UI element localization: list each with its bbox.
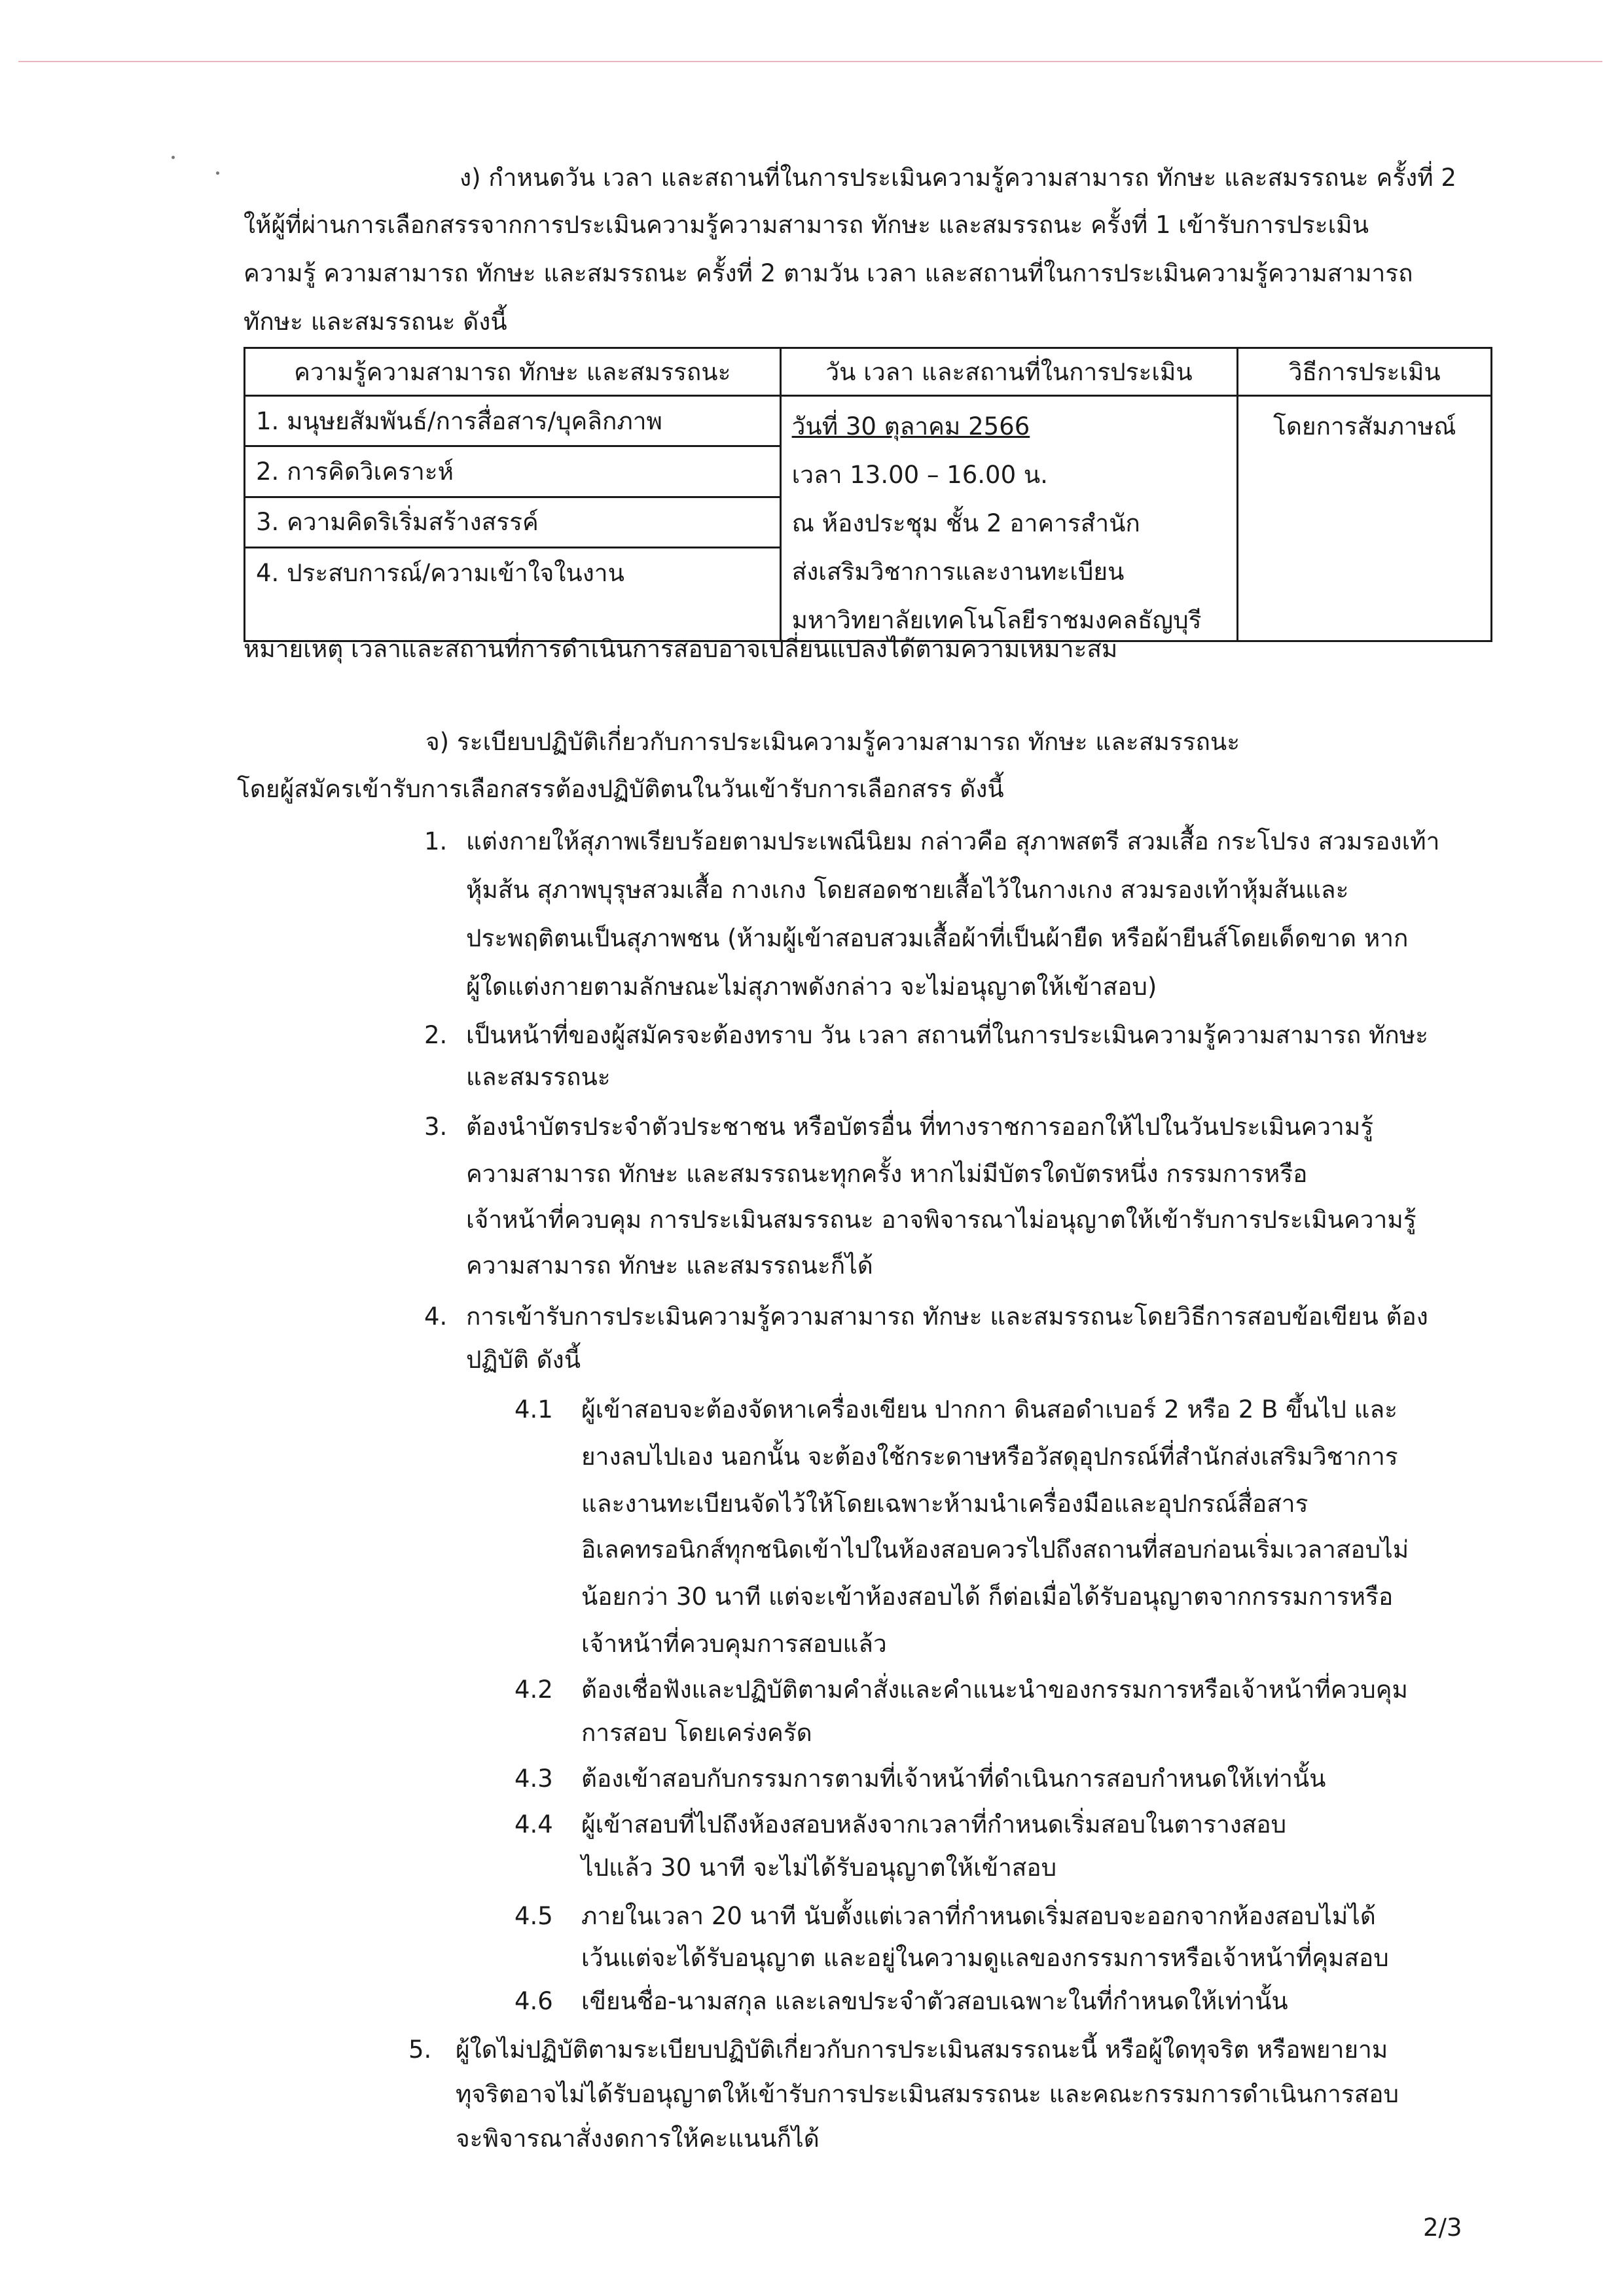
schedule-university: มหาวิทยาลัยเทคโนโลยีราชมงคลธัญบุรี [791,606,1202,634]
rule-3-line: เจ้าหน้าที่ควบคุม การประเมินสมรรถนะ อาจพิจารณาไม่อนุญาตให้เข้ารับการประเมินความรู้ [466,1206,1416,1234]
schedule-office: ส่งเสริมวิชาการและงานทะเบียน [791,558,1125,586]
rule-number: 4.3 [514,1765,553,1793]
rule-number: 4. [424,1302,448,1331]
competency-cell: 3. ความคิดริเริ่มสร้างสรรค์ [245,497,781,547]
section-d-line-1: ง) กำหนดวัน เวลา และสถานที่ในการประเมินความรู้ความสามารถ ทักษะ และสมรรถนะ ครั้งที่ 2 [460,164,1456,192]
rule-4-1-line: ยางลบไปเอง นอกนั้น จะต้องใช้กระดาษหรือวัสดุอุปกรณ์ที่สำนักส่งเสริมวิชาการ [581,1443,1398,1471]
rule-2-line: และสมรรถนะ [466,1063,611,1091]
rule-4-1-line: เจ้าหน้าที่ควบคุมการสอบแล้ว [581,1630,887,1658]
schedule-date: วันที่ 30 ตุลาคม 2566 [791,412,1030,440]
rule-4-1-line: และงานทะเบียนจัดไว้ให้โดยเฉพาะห้ามนำเครื่องมือและอุปกรณ์สื่อสาร [581,1490,1308,1518]
rule-1-line: แต่งกายให้สุภาพเรียบร้อยตามประเพณีนิยม กล่าวคือ สุภาพสตรี สวมเสื้อ กระโปรง สวมรองเท้า [466,827,1440,855]
rule-number: 4.4 [514,1810,553,1839]
note: หมายเหตุ เวลาและสถานที่การดำเนินการสอบอาจเปลี่ยนแปลงได้ตามความเหมาะสม [244,635,1118,663]
rule-1-line: ผู้ใดแต่งกายตามลักษณะไม่สุภาพดังกล่าว จะไม่อนุญาตให้เข้าสอบ) [466,973,1157,1001]
rule-4-3-line: ต้องเข้าสอบกับกรรมการตามที่เจ้าหน้าที่ดำเนินการสอบกำหนดให้เท่านั้น [581,1765,1326,1793]
scan-speck [171,156,175,159]
rule-4-1-line: อิเลคทรอนิกส์ทุกชนิดเข้าไปในห้องสอบควรไปถึงสถานที่สอบก่อนเริ่มเวลาสอบไม่ [581,1535,1409,1564]
section-d-line-2: ให้ผู้ที่ผ่านการเลือกสรรจากการประเมินความรู้ความสามารถ ทักษะ และสมรรถนะ ครั้งที่ 1 เข้ารับการประเมิน [244,211,1369,239]
table-header-schedule: วัน เวลา และสถานที่ในการประเมิน [780,348,1238,396]
rule-2-line: เป็นหน้าที่ของผู้สมัครจะต้องทราบ วัน เวลา สถานที่ในการประเมินความรู้ความสามารถ ทักษะ [466,1021,1429,1049]
schedule-cell [780,396,1238,641]
rule-5-line: ผู้ใดไม่ปฏิบัติตามระเบียบปฏิบัติเกี่ยวกับการประเมินสมรรถนะนี้ หรือผู้ใดทุจริต หรือพยายาม [456,2036,1388,2064]
header-rule [18,61,1602,62]
rule-number: 4.6 [514,1987,553,2015]
section-e-line-1: จ) ระเบียบปฏิบัติเกี่ยวกับการประเมินความรู้ความสามารถ ทักษะ และสมรรถนะ [425,728,1240,756]
rule-3-line: ความสามารถ ทักษะ และสมรรถนะก็ได้ [466,1251,873,1280]
competency-cell: 2. การคิดวิเคราะห์ [245,446,781,497]
rule-number: 5. [408,2036,432,2064]
rule-number: 1. [424,827,448,855]
rule-3-line: ความสามารถ ทักษะ และสมรรถนะทุกครั้ง หากไม่มีบัตรใดบัตรหนึ่ง กรรมการหรือ [466,1160,1308,1188]
rule-4-4-line: ผู้เข้าสอบที่ไปถึงห้องสอบหลังจากเวลาที่กำหนดเริ่มสอบในตารางสอบ [581,1810,1287,1839]
rule-4-2-line: ต้องเชื่อฟังและปฏิบัติตามคำสั่งและคำแนะนำของกรรมการหรือเจ้าหน้าที่ควบคุม [581,1676,1408,1704]
rule-number: 3. [424,1113,448,1141]
rule-number: 2. [424,1021,448,1049]
section-d-line-4: ทักษะ และสมรรถนะ ดังนี้ [244,308,507,336]
rule-number: 4.1 [514,1395,553,1424]
rule-4-line: การเข้ารับการประเมินความรู้ความสามารถ ทักษะ และสมรรถนะโดยวิธีการสอบข้อเขียน ต้อง [466,1302,1428,1331]
competency-cell: 1. มนุษยสัมพันธ์/การสื่อสาร/บุคลิกภาพ [245,396,781,446]
competency-cell: 4. ประสบการณ์/ความเข้าใจในงาน [245,547,781,641]
rule-4-1-line: ผู้เข้าสอบจะต้องจัดหาเครื่องเขียน ปากกา ดินสอดำเบอร์ 2 หรือ 2 B ขึ้นไป และ [581,1395,1398,1424]
schedule-place: ณ ห้องประชุม ชั้น 2 อาคารสำนัก [791,509,1140,537]
section-e-line-2: โดยผู้สมัครเข้ารับการเลือกสรรต้องปฏิบัติตนในวันเข้ารับการเลือกสรร ดังนี้ [237,775,1004,803]
rule-5-line: จะพิจารณาสั่งงดการให้คะแนนก็ได้ [456,2125,820,2153]
rule-3-line: ต้องนำบัตรประจำตัวประชาชน หรือบัตรอื่น ที่ทางราชการออกให้ไปในวันประเมินความรู้ [466,1113,1374,1141]
section-d-line-3: ความรู้ ความสามารถ ทักษะ และสมรรถนะ ครั้งที่ 2 ตามวัน เวลา และสถานที่ในการประเมินความรู้ความสามารถ [244,259,1413,287]
rule-4-1-line: น้อยกว่า 30 นาที แต่จะเข้าห้องสอบได้ ก็ต่อเมื่อได้รับอนุญาตจากกรรมการหรือ [581,1583,1394,1611]
page-number: 2/3 [1423,2214,1462,2242]
table-header-competency: ความรู้ความสามารถ ทักษะ และสมรรถนะ [245,348,781,396]
rule-number: 4.5 [514,1902,553,1930]
rule-4-5-line: เว้นแต่จะได้รับอนุญาต และอยู่ในความดูแลของกรรมการหรือเจ้าหน้าที่คุมสอบ [581,1944,1389,1972]
table-header-row [245,348,1492,396]
rule-4-2-line: การสอบ โดยเคร่งครัด [581,1719,812,1747]
rule-number: 4.2 [514,1676,553,1704]
method-cell: โดยการสัมภาษณ์ [1238,396,1492,641]
rule-4-5-line: ภายในเวลา 20 นาที นับตั้งแต่เวลาที่กำหนดเริ่มสอบจะออกจากห้องสอบไม่ได้ [581,1902,1376,1930]
scan-speck [216,171,219,175]
rule-1-line: ประพฤติตนเป็นสุภาพชน (ห้ามผู้เข้าสอบสวมเสื้อผ้าที่เป็นผ้ายืด หรือผ้ายีนส์โดยเด็ดขาด หาก [466,924,1409,952]
rule-1-line: หุ้มส้น สุภาพบุรุษสวมเสื้อ กางเกง โดยสอดชายเสื้อไว้ในกางเกง สวมรองเท้าหุ้มส้นและ [466,876,1349,904]
rule-4-6-line: เขียนชื่อ-นามสกุล และเลขประจำตัวสอบเฉพาะในที่กำหนดให้เท่านั้น [581,1987,1288,2015]
table-header-method: วิธีการประเมิน [1238,348,1492,396]
table-row [245,396,1492,446]
evaluation-schedule-table [244,347,1492,642]
rule-4-4-line: ไปแล้ว 30 นาที จะไม่ได้รับอนุญาตให้เข้าสอบ [581,1854,1057,1882]
rule-4-line: ปฏิบัติ ดังนี้ [466,1346,581,1374]
rule-5-line: ทุจริตอาจไม่ได้รับอนุญาตให้เข้ารับการประเมินสมรรถนะ และคณะกรรมการดำเนินการสอบ [456,2080,1399,2108]
schedule-time: เวลา 13.00 – 16.00 น. [791,461,1048,489]
